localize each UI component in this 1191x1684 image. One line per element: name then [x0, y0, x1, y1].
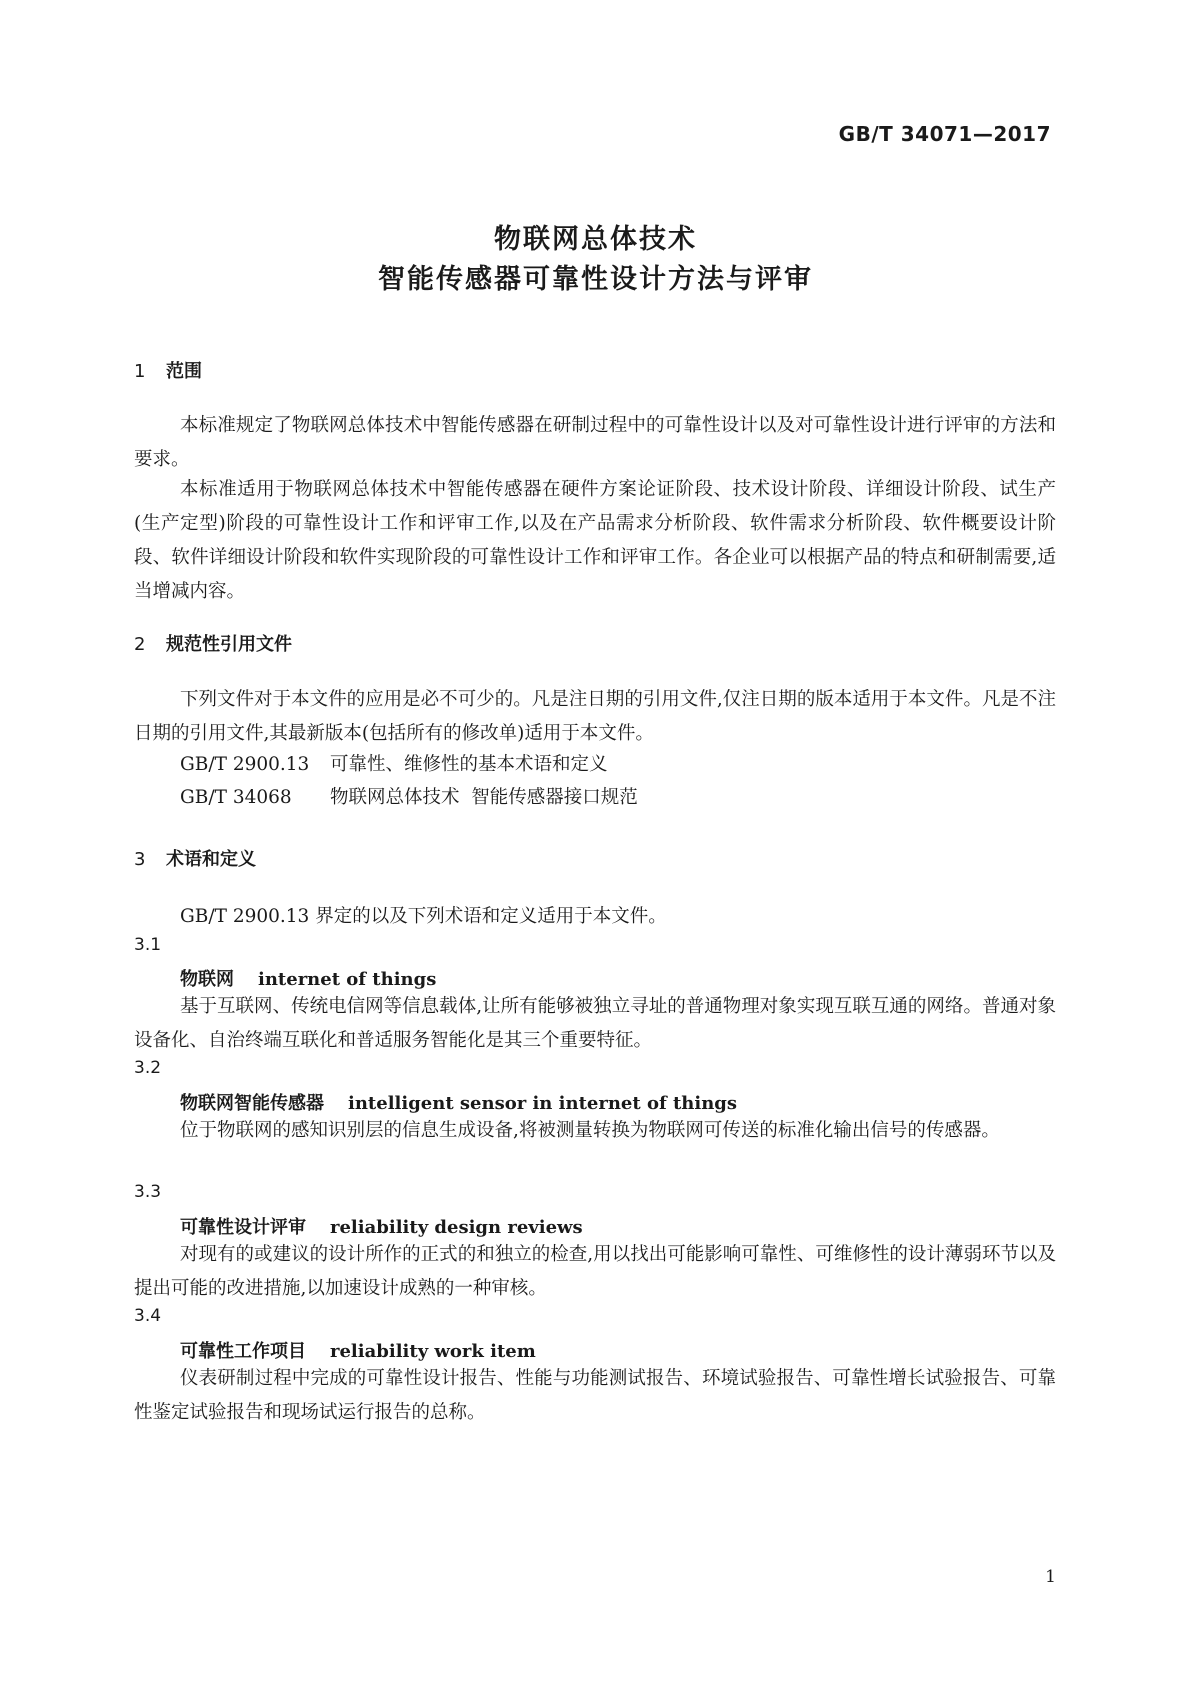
section-title: 规范性引用文件	[166, 634, 292, 655]
term-heading	[180, 1089, 737, 1115]
term-heading	[180, 1213, 583, 1239]
term-definition: 对现有的或建议的设计所作的正式的和独立的检查,用以找出可能影响可靠性、可维修性的设计薄弱环节以及提出可能的改进措施,以加速设计成熟的一种审核。	[134, 1244, 1056, 1299]
term-zh: 可靠性设计评审	[180, 1217, 306, 1238]
term-number: 3.3	[134, 1182, 162, 1202]
reference-code: GB/T 34068	[180, 787, 292, 808]
term-zh: 可靠性工作项目	[180, 1341, 306, 1362]
reference-code: GB/T 2900.13	[180, 754, 310, 775]
reference-title: 可靠性、维修性的基本术语和定义	[330, 754, 608, 775]
section-number: 1	[134, 361, 146, 382]
term-en: internet of things	[258, 969, 437, 990]
section-title: 范围	[166, 361, 202, 382]
paragraph: 下列文件对于本文件的应用是必不可少的。凡是注日期的引用文件,仅注日期的版本适用于本文件。凡是不注日期的引用文件,其最新版本(包括所有的修改单)适用于本文件。	[134, 689, 1056, 744]
section-heading-scope	[134, 357, 202, 383]
standard-number: GB/T 34071—2017	[838, 122, 1051, 146]
terms-intro: GB/T 2900.13 界定的以及下列术语和定义适用于本文件。	[180, 906, 667, 927]
term-heading	[180, 965, 436, 991]
term-definition: 基于互联网、传统电信网等信息载体,让所有能够被独立寻址的普通物理对象实现互联互通的网络。普通对象设备化、自治终端互联化和普适服务智能化是其三个重要特征。	[134, 996, 1056, 1051]
term-number: 3.4	[134, 1306, 162, 1326]
term-en: intelligent sensor in internet of things	[348, 1093, 738, 1114]
term-heading	[180, 1337, 536, 1363]
section-number: 2	[134, 634, 146, 655]
section-heading-normative-references	[134, 630, 292, 656]
paragraph: 本标准适用于物联网总体技术中智能传感器在硬件方案论证阶段、技术设计阶段、详细设计阶段、试生产(生产定型)阶段的可靠性设计工作和评审工作,以及在产品需求分析阶段、软件需求分析阶段、软件概要设计阶段、软件详细设计阶段和软件实现阶段的可靠性设计工作和评审工作。各企业可以根据产品的特点和研制需要,适当增减内容。	[134, 479, 1056, 602]
term-en: reliability design reviews	[330, 1217, 583, 1238]
term-en: reliability work item	[330, 1341, 536, 1362]
term-zh: 物联网智能传感器	[180, 1093, 324, 1114]
paragraph: 本标准规定了物联网总体技术中智能传感器在研制过程中的可靠性设计以及对可靠性设计进行评审的方法和要求。	[134, 415, 1056, 470]
section-title: 术语和定义	[166, 849, 256, 870]
reference-item	[180, 783, 638, 809]
term-zh: 物联网	[180, 969, 234, 990]
reference-item	[180, 750, 608, 776]
document-title-line1: 物联网总体技术	[494, 224, 697, 255]
document-title-line2: 智能传感器可靠性设计方法与评审	[378, 264, 813, 295]
page-number: 1	[1045, 1567, 1056, 1587]
term-definition: 位于物联网的感知识别层的信息生成设备,将被测量转换为物联网可传送的标准化输出信号的传感器。	[180, 1120, 1000, 1141]
section-number: 3	[134, 849, 146, 870]
term-number: 3.2	[134, 1058, 162, 1078]
reference-title: 物联网总体技术 智能传感器接口规范	[330, 787, 638, 808]
term-definition: 仪表研制过程中完成的可靠性设计报告、性能与功能测试报告、环境试验报告、可靠性增长试验报告、可靠性鉴定试验报告和现场试运行报告的总称。	[134, 1368, 1056, 1423]
term-number: 3.1	[134, 935, 162, 955]
section-heading-terms	[134, 845, 256, 871]
